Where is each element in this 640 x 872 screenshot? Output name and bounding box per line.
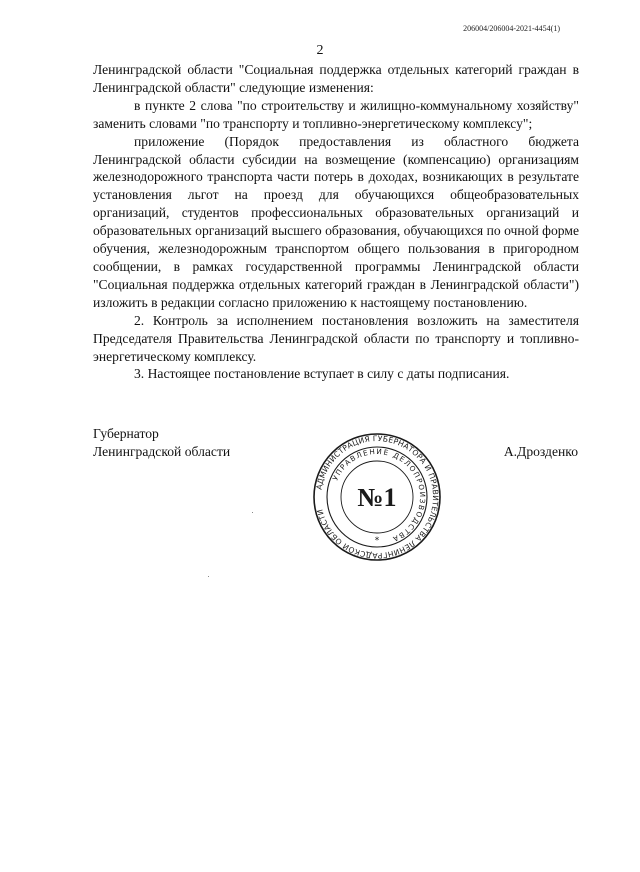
paragraph-amendment-appendix: приложение (Порядок предоставления из областного бюджета Ленинградской области субсидии на возмещение (компенсацию) организациям железнодорожного транспорта части потерь в доходах, возникающих в результате установления льгот на проезд для обучающихся общеобразовательных организаций, студентов профессиональных образовательных организаций и образовательных организаций высшего образования, обучающихся по очной форме обучения, железнодорожным транспортом общего пользования в пригородном сообщении, в рамках государственной программы Ленинградской области "Социальная поддержка отдельных категорий граждан в Ленинградской области") изложить в редакции согласно приложению к настоящему постановлению. <box>93 133 579 310</box>
signature-title-line1: Губернатор <box>93 426 159 441</box>
paragraph-amendment-point2: в пункте 2 слова "по строительству и жилищно-коммунальному хозяйству" заменить словами "по транспорту и топливно-энергетическому комплексу"; <box>93 97 579 131</box>
page-number: 2 <box>316 43 324 58</box>
stamp-number: №1 <box>357 483 397 512</box>
document-id: 206004/206004-2021-4454(1) <box>463 24 560 33</box>
stamp-inner-text: УПРАВЛЕНИЕ ДЕЛОПРОИЗВОДСТВА <box>330 446 428 545</box>
signature-title-line2: Ленинградской области <box>93 444 231 459</box>
document-body <box>93 61 579 383</box>
paragraph-control: 2. Контроль за исполнением постановления возложить на заместителя Председателя Правительства Ленинградской области по транспорту и топливно-энергетическому комплексу. <box>93 312 579 364</box>
scan-speck <box>252 512 253 513</box>
stamp-outer-text: АДМИНИСТРАЦИЯ ГУБЕРНАТОРА И ПРАВИТЕЛЬСТВА ЛЕНИНГРАДСКОЙ ОБЛАСТИ <box>314 433 441 561</box>
scan-speck <box>208 576 209 577</box>
paragraph-effective: 3. Настоящее постановление вступает в силу с даты подписания. <box>134 366 510 382</box>
stamp-star: * <box>374 536 380 546</box>
signature-name: А.Дрозденко <box>503 444 578 459</box>
official-stamp <box>312 432 442 562</box>
paragraph-continuation: Ленинградской области "Социальная поддержка отдельных категорий граждан в Ленинградской области" следующие изменения: <box>93 62 579 95</box>
